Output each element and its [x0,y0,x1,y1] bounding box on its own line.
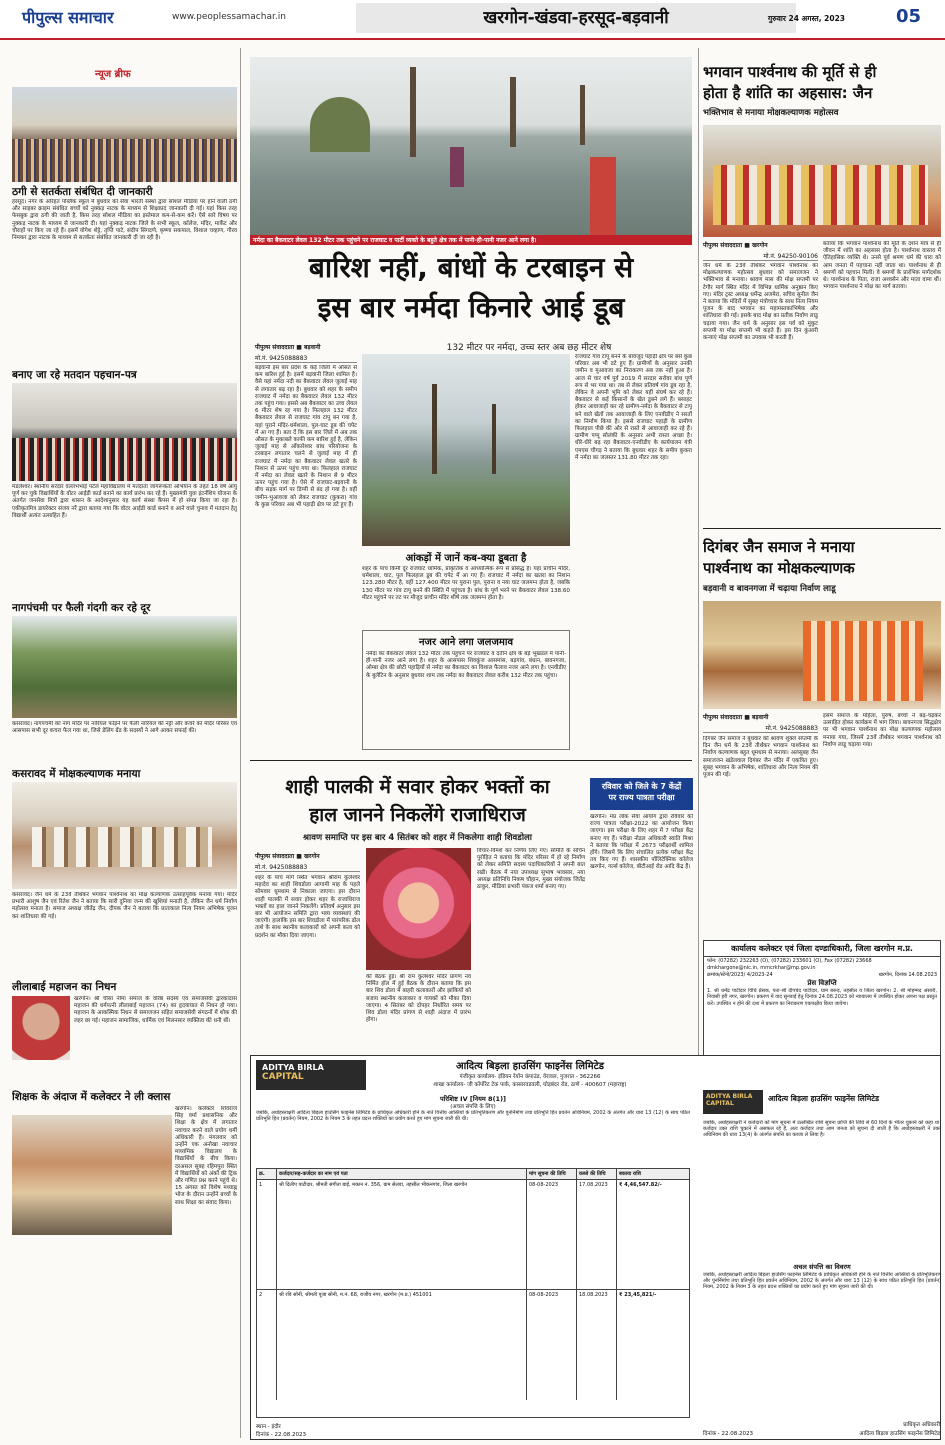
notice-contact: फोन: (07282) 232263 (O), (07282) 233601 (O), Fax (07282) 23668 [707,958,872,964]
exam-headline-1: रविवार को जिले के 7 केंद्रों [601,782,682,791]
ad-signature: प्राधिकृत अधिकारी [903,1422,940,1428]
obituary-portrait [12,996,70,1060]
ad-col-no: क्र. [257,1169,277,1179]
table-cell: श्री रवि सोनी, श्रीमती पूजा सोनी, म.नं. 68, राजीव नगर, खरगोन (म.प्र.) 451001 [277,1290,527,1400]
brief-headline-4: कसरावद में मोक्षकल्याणक मनाया [12,768,141,780]
table-cell: 18.08.2023 [577,1290,617,1400]
ad-schedule-text: जबकि, अधोहस्ताक्षरी आदित्य बिड़ला हाउसिंग फाइनेंस लिमिटेड के प्राधिकृत अधिकारी होने के नाते वित्तीय आस्तियों के प्रतिभूतिकरण और पुनर्निर्माण तथा प्रतिभूति हित प्रवर्तन अधिनियम, 2002 के अंतर्गत और धारा 13 (12) के साथ पठित प्रतिभूति हित (प्रवर्तन) नियम, 2002 के नियम 3 के तहत प्रदत्त शक्तियों का प्रयोग करते हुए मांग सूचना जारी की थी। [703,1272,941,1291]
table-cell: 08-08-2023 [527,1290,577,1400]
jain2-subheadline: बड़वानी व बावनगजा में चढ़ाया निर्वाण लाडू [703,584,836,594]
jain-ceremony-photo [12,782,237,889]
ad-address: पंजीकृत कार्यालय- इंडियन रेयॉन कंपाउंड, वेरावल, गुजरात - 362266 [459,1074,601,1080]
ad-table [256,1168,690,1418]
lead-text-col-2: शहर के पांच किमी दूर राजघाट धार्मिक, प्राकृतिक व आध्यात्मिक रूप से प्रसिद्ध है। यहां प्राचीन मंदिर, धर्मशाला, घाट, पुल फिलहाल डूब की चपेट में आ गए हैं। राजघाट में नर्मदा का खतरा का निशान 123.280 मीटर है, वहीं 127.400 मीटर पर पुराना पुल, पुराना व नया घाट जलमग्न होता है, जबकि 130 मीटर पर गांव टापू बनने की स्थिति में पहुंचता है। बांध के पूर्ण भरने पर बैकवाटर लेवल 138.60 मीटर पहुंचने पर तट पर मौजूद प्राचीन मंदिर शीर्ष तक जलमग्न होता है। [362,566,570,601]
lead-box [362,630,570,750]
shahi-subheadline: श्रावण समाप्ति पर इस बार 4 सितंबर को शहर में निकलेगा शाही शिवडोला [303,833,532,843]
shahi-headline-2: हाल जानने निकलेंगे राजाधिराज [309,804,526,826]
ad-address-2: शाखा कार्यालय- जी कॉर्पोरेट टेक पार्क, कासारवडवली, घोड़बंदर रोड, ठाणे - 400607 (महाराष्ट्र) [433,1082,627,1088]
shahi-mobile: मो.नं. 9425088883 [255,863,360,872]
jain-byline: पीपुल्स संवाददाता ■ खरगोन [703,242,768,249]
section-title: खरगोन-खंडवा-हरसूद-बड़वानी [356,3,796,33]
lead-box-text: नर्मदा का बैकवाटर लेवल 132 मीटर तक पहुंचने पर राजघाट व दतीन क्षेत्र के बड़े भूखंडल में पानी-ही-पानी नजर आने लगा है। शहर के आसपास शिवकुंज आसमांस, बड़गांव, बंधान, बावनगजा, ओम्बा क्षेत्र की छोटी पहाड़ियों से नर्मदा का बैकवाटर का विशाल फैलाव नजर आने लगा है। एनवीडीए के बुलेटिन के अनुसार बुधवार शाम तक नर्मदा का बैकवाटर लेवल करीब 132 मीटर तक पहुंचा। [366,651,566,679]
lead-byline: पीपुल्स संवाददाता ■ बड़वानी [255,344,321,351]
section-rule [703,528,941,529]
ad-col-amount: बकाया राशि [619,1171,641,1177]
notice-org: कार्यालय कलेक्टर एवं जिला दण्डाधिकारी, जिला खरगोन म.प्र. [704,941,940,957]
lead-text-col-1: बड़वानी इस बार प्रदेश के कई जिलों में औसत से कम बारिश हुई है। इसमें बड़वानी जिला शामिल है। वैसे यहां नर्मदा नदी का बैकवाटर लेवल जुलाई माह से लगातार बढ़ रहा है। बुधवार को शहर के समीप राजघाट में नर्मदा का बैकवाटर लेवल 132 मीटर तक पहुंच गया। इससे अब बैकवाटर का उच्च लेवल 6 मीटर शेष रह गया है। फिलहाल 132 मीटर बैकवाटर लेवल से राजघाट गांव टापू बन गया है, यहां पुराने मंदिर-धर्मशाला, पुल-घाट डूब की चपेट में आ गए हैं। बता दें कि इस बार जिले में अब तक औसत के मुकाबले काफी कम बारिश हुई है, लेकिन जुलाई माह से ओंकारेश्वर बांध परियोजना के टरबाइन लगातार चलने से जुलाई माह में ही राजघाट में नर्मदा का बैकवाटर लेवल खतरे के निशान से ऊपर पहुंच गया था। फिलहाल राजघाट में नर्मदा का लेवल खतरे के निशान से 9 मीटर ऊपर पहुंच गया है। ऐसे में राजघाट-बड़वानी के बीच सड़क मार्ग पर डिप्पी से बंद हो गया है। वहीं जमीन-भुआवजा को लेकर राजघाट (कुकरा) गांव के कुछ परिवार अब भी पहाड़ी क्षेत्र पर डटे हुए हैं। [255,365,357,508]
logo: पीपुल्स समाचार [22,8,114,27]
shahi-text-col-1: शहर के पांच मार्ग स्थित भगवान श्रीराम कुलेश्वर महादेव का शाही शिवडोला आगामी माह के पहले सोमवार धूमधाम से निकाला जाएगा। इस दौरान शाही पालकी में सवार होकर शहर के राजाधिराज भक्तों का हाल जानने निकलेंगे। प्रतिवर्ष अनुसार इस बार भी आयोजन समिति द्वारा भव्य व्यवस्थाएं की जाएंगी। हालांकि इस बार शिवडोला में पारंपरिक ढोल ताशे के साथ स्थानीय कलाकारों को अपनी कला को प्रदर्शन का मौका दिया जाएगा। [255,875,360,939]
narmada-flood-photo [250,57,692,235]
ad-place: स्थान - इंदौर [256,1424,281,1430]
jain2-headline-2: पार्श्वनाथ का मोक्षकल्याणक [703,559,855,577]
ad-date-left: दिनांक - 22.08.2023 [256,1432,307,1438]
brief-headline-1: ठगी से सतर्कता संबंधित दी जानकारी [12,186,153,198]
lead-image-caption: आंकड़ों में जानें कब-क्या डूबता है [405,553,527,564]
ad-brand-2: CAPITAL [262,1072,304,1082]
ad-col-notice-date: मांग सूचना की तिथि [527,1169,577,1179]
cleanup-photo [12,616,237,718]
brief-headline-3: नागपंचमी पर फैली गंदगी कर रहे दूर [12,602,151,614]
voter-id-photo [12,383,237,481]
ad-intro: जबकि, अधोहस्ताक्षरी आदित्य बिड़ला हाउसिंग फाइनेंस लिमिटेड के प्राधिकृत अधिकारी होने के नाते वित्तीय आस्तियों के प्रतिभूतिकरण और पुनर्निर्माण तथा प्रतिभूति हित प्रवर्तन अधिनियम, 2002 के अंतर्गत और धारा 13 (12) के साथ पठित प्रतिभूति हित (प्रवर्तन) नियम, 2002 के नियम 3 के तहत प्रदत्त शक्तियों का प्रयोग करते हुए मांग सूचना जारी की थी। [256,1110,690,1123]
ad-logo-right: ADITYA BIRLA CAPITAL [703,1090,763,1114]
ad-company-name: आदित्य बिड़ला हाउसिंग फाइनेंस लिमिटेड [456,1061,604,1072]
notice-email: dmkhargone@nic.in, mmcrkhar@mp.gov.in [707,965,816,971]
jain2-text-col-2: इसमें समाज के महिला, पुरुष, बच्चों ने बढ़-चढ़कर उत्साहित होकर कार्यक्रम में भाग लिया। बावनगजा सिद्धक्षेत्र पर भी भगवान पार्श्वनाथ का मोक्ष कल्याणक महोत्सव मनाया गया, जिसमें 23वें तीर्थंकर भगवान पार्श्वनाथ को निर्वाण लाडू चढ़ाया गया। [823,713,941,748]
ad-schedule-title: अचल संपत्ति का विवरण [793,1263,851,1271]
exam-text: खरगोन। मप्र लोक सेवा आयोग द्वारा रविवार को राज्य पात्रता परीक्षा-2022 का आयोजन किया जाएगा। इस परीक्षा के लिए शहर में 7 परीक्षा केंद्र बनाए गए हैं। परीक्षा नोडल अधिकारी स्वाति मिश्रा ने बताया कि परीक्षा में 2673 परीक्षार्थी शामिल होंगे। जिसमें कि लिए संचालित प्रत्येक परीक्षा केंद्र तय किए गए हैं। शासकीय पॉलिटेक्निक कॉलेज खरगोन, गर्ल्स कॉलेज, बीटीआई रोड आदि केंद्र हैं। [590,814,693,871]
brief-headline-2: बनाए जा रहे मतदान पहचान-पत्र [12,369,137,381]
table-cell: ₹ 23,45,821/- [619,1292,657,1298]
jain-headline-2: होता है शांति का अहसास: जैन [703,84,873,102]
brief-headline-5: लीलाबाई महाजन का निधन [12,981,117,993]
shiva-idol-photo [366,848,471,970]
jain-subheadline: भक्तिभाव से मनाया मोक्षकल्याणक महोत्सव [703,108,839,118]
exam-headline-2: पर राज्य पात्रता परीक्षा [608,793,675,802]
column-rule [240,48,241,1438]
ad-title: परिशिष्ट IV [नियम 8(1)] [439,1095,507,1103]
table-cell: 1 [257,1180,277,1289]
brief-text-3: कसरावद। नागपंचमी को नाग मंदिर पर नारियल फोड़ने पर फैली नारियल की नट्टी और कचरे को मंदिर परिसर एवं आसपास सभी दूर कचरा फैल गया था, जिसे डेलिंग ग्रेंड के सदस्यों ने आगे आकर सफाई की। [12,721,237,735]
lead-mobile: मो.नं. 9425088883 [255,354,357,363]
notice-text: 1. श्री धर्मेंद्र पाटीदार विधि प्रेसक, पता-श्री दीपचंद पाटीदार, ग्राम बरूड़, तहसील व जिला खरगोन। 2. श्री मोहम्मद अंसारी, निवासी हरी नगर, खरगोन। प्रकरण में वाद सुनवाई हेतु दिनांक 24.08.2023 को न्यायालय में उपस्थित होकर अपना पक्ष प्रस्तुत करें। उपस्थित न होने की दशा में प्रकरण का निराकरण एकपक्षीय किया जावेगा। [707,988,937,1007]
flood-photo-caption: नर्मदा का बैकवाटर लेवल 132 मीटर तक पहुंचने पर राजघाट व पार्टी व्यक्ते के बहुते क्षेत्र तक में पानी-ही-पानी नजर आने लगा है। [250,235,692,245]
jain-mobile: मो.नं. 94250-90106 [703,252,818,261]
masthead [0,0,945,40]
jain-text-col-1: जैन धर्म के 23वें तीर्थंकर भगवान पार्श्वनाथ का मोक्षकल्याणक महोत्सव बुधवार को समाजजन ने भक्तिभाव से मनाया। श्रावण मास की मोक्ष सप्तमी पर टेगौर मार्ग स्थित मंदिर में विभिन्न धार्मिक अनुष्ठान किए गए। मंदिर ट्रस्ट अध्यक्ष धर्मेन्द्र अजमेरा, सचिव सुनील जैन ने बताया कि मंदिरों में सुबह मंत्रोच्चार के साथ नित्य नियम पूजन के बाद भगवान का महामस्तकाभिषेक और शांतिधारा की गई। इसके बाद मोक्ष का प्रतीक निर्वाण लाडू चढ़ाया गया। जैन धर्म के अनुसार इस पर्व को मुकुट सप्तमी या मोक्ष सप्तमी भी कहते हैं। इस दिन कुंआरी कन्याएं मोक्ष सप्तमी का उपवास भी करती हैं। [703,263,818,342]
jain2-headline-1: दिगंबर जैन समाज ने मनाया [703,538,855,556]
table-cell: 2 [257,1290,277,1400]
table-cell: 17.08.2023 [577,1180,617,1289]
jain-headline-1: भगवान पार्श्वनाथ की मूर्ति से ही [703,63,877,81]
ad-logo [256,1060,366,1090]
table-row [257,1180,689,1290]
brief-text-5: खरगोन। श्री चौंसा नीमा समाज के वरिष्ठ सदस्य एवं समाजसेवी द्वारकादास महाजन की धर्मपत्नी लीलाबाई महाजन (74) का हृदयाघात से निधन हो गया। महाजन के आकस्मिक निधन से समाजजन सहित समाजसेवी संगठनों में शोक की लहर छा गई। महाजन सामाजिक, धार्मिक एवं मिलनसार व्यक्तित्व की धनी थीं। [74,996,237,1024]
ad-subtitle: (अचल संपत्ति के लिए) [450,1104,496,1110]
notice-number: क्रमांक/स्टेनो/2023/ 4/2023-24 [707,972,773,978]
ad-col-name: कर्जदार/सह-कर्जदार का नाम एवं पता [277,1169,527,1179]
lead-text-col-3: राजघाट गांव टापू बनने के बावजूद पहाड़ी क्षेत्र पर बसे कुछ परिवार अब भी डटे हुए हैं। ग्रामीणों के अनुसार उनकी जमीन व मुआवजा का निराकरण अब तक नहीं हुआ है। आज से चार वर्ष पूर्व 2019 में सरदार सरोवर बांध पूर्ण रूप से भर गया था। तब से लेकर प्रतिवर्ष गांव डूब रहा है, लेकिन वे अपनी भूमि को लेकर यहीं संघर्ष कर रहे हैं। बैकवाटर से कई किसानों के खेत डूबने लगे हैं। बसाहट होकर आवाजाही कर रहे ग्रामीण-नर्मदा के बैकवाटर से टापू बने वाले खेतों तक आवाजाही के लिए एनवीडीए ने सरतों का निर्माण किया है। इससे राजघाट पहाड़ी के ग्रामीण फिलहाल पीछे की ओर से रास्ते से आवाजाही कर रहे हैं। ग्रामीण पप्पू सोलंकी के अनुसार अभी रास्ता अच्छा है। धीरे-धीरे बढ़ रहा बैकवाटर-एनवीडीए के कार्यपालन यंत्री एमएस चौगड़ ने बताया कि बुधवार शहर के समीप कुकरा में नर्मदा का जलस्तर 131.80 मीटर तक रहा। [575,354,692,461]
jain2-byline: पीपुल्स संवाददाता ■ बड़वानी [703,714,769,721]
table-row [257,1290,689,1400]
ad-brand: ADITYA BIRLA [262,1063,324,1072]
lead-headline-2: इस बार नर्मदा किनारे आई डूब [317,291,625,324]
ad-signature-company: आदित्य बिड़ला हाउसिंग फाइनेंस लिमिटेड [859,1431,940,1437]
notice-date: खरगोन, दिनांक 14.08.2023 [878,972,937,978]
exam-header [590,778,693,810]
news-brief-label: न्यूज ब्रीफ [95,69,131,80]
table-cell: श्री दिलीप पाटीदार, श्रीमती संगीता बाई, मकान नं. 356, ग्राम सेलवा, तहसील भीकनगांव, जिला खरगोन [277,1180,527,1289]
brief-text-6: खरगोन। कलेक्टर शिवराज सिंह वर्मा प्रशासनिक और शिक्षा के क्षेत्र में लगातार नवाचार करने वाले प्रयोग धर्मी अधिकारी हैं। मंगलवार को उन्होंने एक अनोखा नवाचार माध्यमिक विद्यालय के विद्यार्थियों के बीच किया। दरअसल सुबह रहिमपुरा स्थित में विद्यार्थियों को अंकों की ट्रिक और गणित प्रश्न करने पहुंचे थे। 15 अगस्त को विशेष मध्याह्न भोज के दौरान उन्होंने बच्चों के साथ शिक्षा का संवाद किया। [175,1106,237,1206]
ad-table-header [257,1169,689,1180]
lead-subheadline: 132 मीटर पर नर्मदा, उच्च स्तर अब छह मीटर शेष [446,343,612,353]
brief-headline-6: शिक्षक के अंदाज में कलेक्टर ने ली क्लास [12,1091,171,1103]
shahi-text-col-3: विचार-विमर्श कर निर्णय लिए गए। समिति के संचिन पुरोहित ने बताया कि मंदिर परिसर में हो रहे निर्माण को लेकर समिति सदस्य पदाधिकारियों ने अपनी बात रखी। बैठक में नया उपाध्यक्ष सुभाष भावसार, नया अध्यक्ष प्रतिनिधि निकष चौहान, मुख्य संयोजक जितेंद्र ठाकुर, मीडिया प्रभारी पंकज शर्मा बनाए गए। [477,848,585,891]
jain-text-col-2: बताया कि भगवान पार्श्वनाथ की मूर्ति के दर्शन मात्र से ही जीवन में शांति का अहसास होता है। पार्श्वनाथ वास्तव में ऐतिहासिक व्यक्ति थे। उनसे पूर्व श्रमण धर्म की धारा को आम जनता में पहचाना नहीं जाता था। पार्श्वनाथ से ही श्रमणों को पहचान मिली। वे श्रमणों के प्रारंभिक मार्गदर्शक थे। पार्श्वनाथ के पिता, राजा अश्वसेन और माता वामा थीं। भगवान पार्श्वनाथ ने मोक्ष का मार्ग बताया। [823,241,941,291]
brief-text-2: मंडलेश्वर। स्थानीय सरदार वल्लभभाई पटेल महाविद्यालय में मतदाता जागरूकता अभियान के तहत 18 वर्ष आयु पूर्ण कर चुके विद्यार्थियों के वोटर आईडी कार्ड बनाने का कार्य प्रारंभ कर रहे हैं। मुख्यमंत्री युवा इंटर्नशिप योजना के अंतर्गत जनसेवा मित्रों द्वारा शासन के आदेशानुसार यह कार्य संस्था कैंपस में हो संपन्न किया जा रहा है। एकीकृतमित्र डायरेक्टर संजय नर्रे द्वारा बताया गया कि वोटर आईडी कार्ड बनाने व आने वाले चुनाव में मतदान हेतु विद्यार्थी अत्यंत उत्साहित हैं। [12,484,237,519]
ad-date-right: दिनांक - 22.08.2023 [703,1431,754,1437]
school-students-photo [12,87,237,182]
column-rule [698,48,699,1088]
site-url: www.peoplessamachar.in [172,12,286,22]
jain-temple-photo [703,125,941,237]
table-cell: ₹ 4,46,547.82/- [619,1182,662,1188]
rajghat-water-photo [362,354,570,546]
jain2-mobile: मो.नं. 9425088883 [703,724,818,733]
jain2-text-col-1: दिगंबर जैन समाज ने बुधवार को श्रावण शुक्ल सप्तमी के दिन जैन धर्म के 23वें तीर्थंकर भगवान पार्श्वनाथ का निर्वाण कल्याणक बहुत धूमधाम से मनाया। अलसुबह जैन समाजजन खंडेलवाल दिगंबर जैन मंदिर में एकत्रित हुए। सुबह भगवान के अभिषेक, शांतिधारा और नित्य नियम की पूजन की गई। [703,736,818,779]
brief-text-4: कसरावद। जैन धर्म के 23वें तीर्थंकर भगवान पार्श्वनाथ का मोक्ष कल्याणक उत्साहपूर्वक मनाया गया। मंदिर प्रभारी आशुष जैन एवं रितेश जैन ने बताया कि सारी दुनिया जन्म की खुशियां मनाती है, लेकिन जैन धर्म निर्वाण महोत्सव मनाता है। समाज अध्यक्ष जीतेंद्र जैन, दीपक जैन ने बताया कि प्रातःकाल नित्य नियम अभिषेक पूजन कर शांतिधारा की गई। [12,892,237,920]
shahi-text-col-2: की बैठक हुई। श्री राम कुलेश्वर मंदिर प्रांगण नव निर्मित हॉल में हुई बैठक के दौरान बताया कि इस बार शिव डोला में बाहरी कलाकारों और झांकियों को बजाय स्थानीय कलाकार व गायकों को मौका दिया जाएगा। 4 सितंबर को दोपहर निर्धारित समय पर शिव डोला मंदिर प्रांगण से शाही अंदाज में प्रारंभ होगा। [366,974,471,1024]
lead-headline-1: बारिश नहीं, बांधों के टरबाइन से [308,251,634,284]
notice-title: प्रेस विज्ञप्ति [807,979,837,987]
digambar-jain-photo [703,601,941,709]
shahi-byline: पीपुल्स संवाददाता ■ खरगोन [255,853,320,860]
section-rule [250,760,692,761]
page-number: 05 [896,6,922,27]
table-cell: 08-08-2023 [527,1180,577,1289]
brief-text-1: हरसूद। नगर के अरिहंत पब्लिक स्कूल में बुधवार को सेवा भारती संस्था द्वारा सोशल मीडिया पर होने वाली ठगी और साइबर क्राइम संबंधित बच्चों को नुक्कड़ नाटक के माध्यम से शिक्षाप्रद जानकारी दी गई। यहां किस तरह फेसबुक द्वारा ठगी की जाती है, किस तरह सोशल मीडिया का इस्तेमाल कम-से-कम करें। ऐसे सारे विषय पर नुक्कड़ नाटक के माध्यम से जानकारी दी। यहां नुक्कड़ नाटक जिले के सभी स्कूल, कॉलेज, मंदिर, मार्केट और चौराहों पर किए जा रहे हैं। इसमें योगेश शेट्टे, तृप्ति पाटे, संदीप सिंगदणे, कृष्णा सकपाल, विशाल चव्हाण, गौरव निमकर द्वारा नाटक के माध्यम से सतर्कता संबंधित जानकारी दी जा रही है। [12,199,237,242]
issue-date: गुरुवार 24 अगस्त, 2023 [768,14,846,23]
ad-company-name-right: आदित्य बिड़ला हाउसिंग फाइनेंस लिमिटेड [768,1094,879,1103]
lead-box-headline: नजर आने लगा जलजमाव [418,637,514,648]
ad-right-text: जबकि, अधोहस्ताक्षरी ने कर्जदारों को मांग सूचना में उल्लेखित राशि सूचना प्राप्ति की तिथि से 60 दिनों के भीतर चुकाने को कहा था। कर्जदार उक्त राशि चुकाने में असफल रहे हैं, अतः कर्जदार तथा आम जनता को सूचना दी जाती है कि अधोहस्ताक्षरी ने उक्त अधिनियम की धारा 13(4) के अंतर्गत संपत्ति का कब्जा ले लिया है। [703,1120,941,1139]
shahi-headline-1: शाही पालकी में सवार होकर भक्तों का [285,776,550,798]
ad-col-possession-date: कब्जे की तिथि [577,1169,617,1179]
